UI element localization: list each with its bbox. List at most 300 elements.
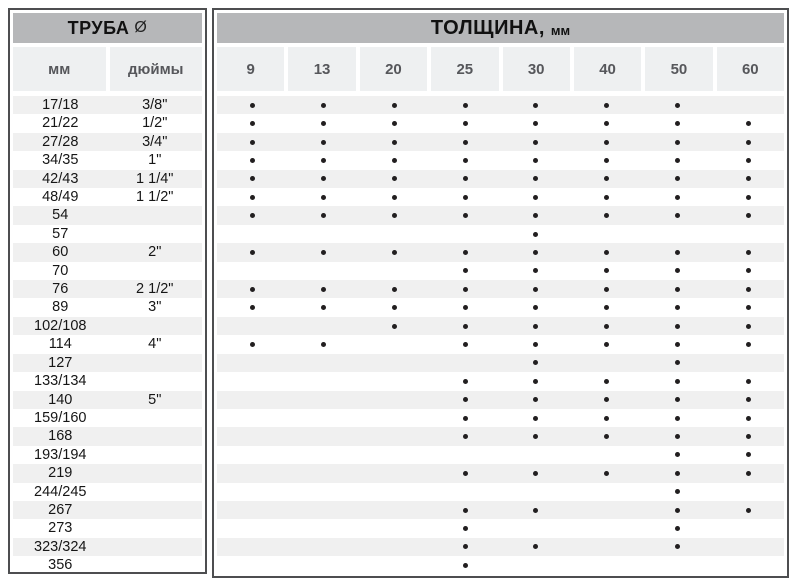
dot-cell — [430, 151, 501, 169]
availability-dot-marker — [463, 103, 468, 108]
dot-cell — [501, 96, 572, 114]
availability-dot-marker — [463, 508, 468, 513]
dot-cell — [288, 298, 359, 316]
inches-cell: 3/8" — [142, 97, 168, 113]
dot-cell — [217, 519, 288, 537]
thickness-unit-label: мм — [550, 22, 571, 38]
dot-cell — [359, 114, 430, 132]
mm-cell: 42/43 — [42, 170, 79, 187]
availability-dot-marker — [533, 471, 538, 476]
dot-cell — [713, 446, 784, 464]
dot-cell — [642, 335, 713, 353]
dot-cell — [288, 262, 359, 280]
dot-cell — [642, 188, 713, 206]
dot-cell — [217, 501, 288, 519]
dot-cell — [642, 556, 713, 574]
mm-cell: 168 — [48, 428, 73, 445]
availability-dot-marker — [675, 452, 680, 457]
dot-cell — [571, 391, 642, 409]
table-row — [13, 280, 202, 298]
dot-cell — [642, 170, 713, 188]
availability-dot-marker — [746, 324, 751, 329]
table-row — [13, 170, 202, 188]
availability-dot-marker — [604, 471, 609, 476]
dot-cell — [359, 464, 430, 482]
pipe-panel-title: ТРУБА — [67, 17, 130, 38]
mm-cell: 267 — [48, 501, 73, 518]
dot-cell — [359, 519, 430, 537]
dot-cell — [713, 483, 784, 501]
dot-cell — [359, 243, 430, 261]
table-row — [13, 298, 202, 316]
dot-row — [217, 354, 784, 372]
dot-cell — [217, 556, 288, 574]
availability-dot-marker — [746, 287, 751, 292]
availability-dot-marker — [463, 250, 468, 255]
dot-cell — [501, 151, 572, 169]
availability-dot-marker — [321, 195, 326, 200]
availability-dot-marker — [604, 250, 609, 255]
dot-cell — [359, 372, 430, 390]
dot-cell — [501, 391, 572, 409]
dot-cell — [713, 206, 784, 224]
availability-dot-marker — [392, 305, 397, 310]
mm-cell: 34/35 — [42, 152, 79, 169]
table-row — [13, 464, 202, 482]
dot-cell — [501, 170, 572, 188]
dot-cell — [430, 317, 501, 335]
dot-cell — [430, 391, 501, 409]
availability-dot-marker — [321, 305, 326, 310]
dot-cell — [713, 372, 784, 390]
col-header-thickness: 40 — [574, 47, 641, 91]
diameter-symbol: Ø — [134, 19, 148, 36]
availability-dot-marker — [321, 213, 326, 218]
col-header-thickness: 20 — [360, 47, 427, 91]
availability-dot-marker — [321, 342, 326, 347]
dot-row — [217, 538, 784, 556]
availability-dot-marker — [463, 305, 468, 310]
mm-cell: 133/134 — [34, 373, 87, 390]
mm-cell: 54 — [52, 207, 69, 224]
availability-dot-marker — [675, 121, 680, 126]
availability-dot-marker — [604, 213, 609, 218]
availability-dot-marker — [604, 397, 609, 402]
dot-cell — [430, 262, 501, 280]
dot-cell — [217, 372, 288, 390]
availability-dot-marker — [675, 508, 680, 513]
availability-dot-marker — [675, 287, 680, 292]
availability-dot-marker — [533, 250, 538, 255]
availability-dot-marker — [675, 526, 680, 531]
dot-cell — [288, 206, 359, 224]
availability-dot-marker — [675, 324, 680, 329]
dot-cell — [713, 409, 784, 427]
availability-dot-marker — [463, 213, 468, 218]
availability-dot-marker — [746, 452, 751, 457]
dot-cell — [713, 170, 784, 188]
dot-cell — [571, 225, 642, 243]
mm-cell: 27/28 — [42, 133, 79, 150]
availability-dot-marker — [604, 268, 609, 273]
dot-row — [217, 391, 784, 409]
mm-cell: 244/245 — [34, 483, 87, 500]
dot-cell — [713, 556, 784, 574]
availability-dot-marker — [392, 176, 397, 181]
dot-cell — [501, 206, 572, 224]
dot-cell — [713, 188, 784, 206]
table-row — [13, 519, 202, 537]
mm-cell: 356 — [48, 557, 73, 574]
table-row — [13, 96, 202, 114]
dot-cell — [430, 354, 501, 372]
dot-cell — [217, 409, 288, 427]
dot-cell — [501, 354, 572, 372]
availability-dot-marker — [392, 250, 397, 255]
dot-row — [217, 114, 784, 132]
thickness-panel — [212, 8, 789, 578]
availability-dot-marker — [533, 213, 538, 218]
availability-dot-marker — [463, 471, 468, 476]
dot-cell — [359, 298, 430, 316]
dot-cell — [217, 243, 288, 261]
dot-cell — [430, 206, 501, 224]
dot-cell — [217, 225, 288, 243]
availability-dot-marker — [533, 103, 538, 108]
availability-dot-marker — [746, 121, 751, 126]
dot-cell — [713, 262, 784, 280]
dot-cell — [571, 298, 642, 316]
availability-dot-marker — [392, 121, 397, 126]
availability-dot-marker — [675, 397, 680, 402]
availability-dot-marker — [321, 250, 326, 255]
mm-cell: 273 — [48, 520, 73, 537]
dot-cell — [217, 446, 288, 464]
dot-cell — [288, 483, 359, 501]
dot-cell — [642, 114, 713, 132]
dot-cell — [571, 170, 642, 188]
dot-cell — [430, 501, 501, 519]
dot-cell — [217, 262, 288, 280]
dot-cell — [359, 225, 430, 243]
inches-cell: 1/2" — [142, 115, 168, 132]
col-header-thickness: 9 — [217, 47, 284, 91]
availability-dot-marker — [675, 176, 680, 181]
dot-cell — [359, 317, 430, 335]
dot-cell — [713, 354, 784, 372]
dot-cell — [217, 354, 288, 372]
availability-dot-marker — [675, 434, 680, 439]
table-row — [13, 427, 202, 445]
availability-dot-marker — [463, 397, 468, 402]
dot-cell — [642, 133, 713, 151]
dot-cell — [288, 114, 359, 132]
table-row — [13, 262, 202, 280]
dot-row — [217, 206, 784, 224]
dot-cell — [501, 262, 572, 280]
availability-dot-marker — [675, 416, 680, 421]
dot-cell — [288, 427, 359, 445]
dot-cell — [288, 225, 359, 243]
dot-row — [217, 298, 784, 316]
dot-cell — [713, 225, 784, 243]
pipe-diameter-panel — [8, 8, 207, 574]
mm-cell: 193/194 — [34, 446, 87, 463]
availability-dot-marker — [675, 379, 680, 384]
table-row — [13, 188, 202, 206]
dot-cell — [288, 519, 359, 537]
dot-cell — [430, 409, 501, 427]
dot-cell — [359, 483, 430, 501]
dot-cell — [430, 96, 501, 114]
availability-dot-marker — [533, 397, 538, 402]
dot-cell — [359, 188, 430, 206]
pipe-rows — [13, 96, 202, 575]
dot-cell — [501, 114, 572, 132]
availability-dot-marker — [250, 158, 255, 163]
availability-dot-marker — [250, 305, 255, 310]
availability-dot-marker — [533, 324, 538, 329]
availability-dot-marker — [604, 416, 609, 421]
thickness-subheader — [217, 47, 784, 91]
table-row — [13, 206, 202, 224]
dot-cell — [430, 225, 501, 243]
availability-dot-marker — [321, 158, 326, 163]
dot-cell — [571, 335, 642, 353]
dot-cell — [642, 464, 713, 482]
dot-row — [217, 133, 784, 151]
dot-row — [217, 170, 784, 188]
dot-row — [217, 556, 784, 574]
dot-cell — [571, 464, 642, 482]
dot-row — [217, 427, 784, 445]
dot-cell — [217, 151, 288, 169]
dot-cell — [501, 298, 572, 316]
availability-dot-marker — [533, 140, 538, 145]
dot-cell — [501, 446, 572, 464]
mm-cell: 21/22 — [42, 115, 79, 132]
dot-cell — [217, 391, 288, 409]
dot-cell — [642, 501, 713, 519]
availability-dot-marker — [675, 195, 680, 200]
col-header-mm: мм — [13, 47, 106, 91]
availability-dot-marker — [321, 140, 326, 145]
availability-dot-marker — [746, 250, 751, 255]
dot-cell — [217, 538, 288, 556]
dot-cell — [359, 335, 430, 353]
availability-dot-marker — [392, 213, 397, 218]
availability-dot-marker — [604, 103, 609, 108]
col-header-thickness: 25 — [431, 47, 498, 91]
dot-row — [217, 151, 784, 169]
dot-row — [217, 243, 784, 261]
dot-cell — [642, 372, 713, 390]
availability-dot-marker — [604, 140, 609, 145]
dot-row — [217, 409, 784, 427]
dot-cell — [217, 464, 288, 482]
dot-cell — [217, 188, 288, 206]
dot-cell — [571, 501, 642, 519]
dot-cell — [642, 427, 713, 445]
col-header-thickness: 50 — [645, 47, 712, 91]
dot-cell — [713, 335, 784, 353]
dot-cell — [571, 243, 642, 261]
availability-dot-marker — [533, 508, 538, 513]
dot-cell — [571, 188, 642, 206]
dot-cell — [501, 133, 572, 151]
table-row — [13, 372, 202, 390]
dot-cell — [642, 519, 713, 537]
dot-cell — [430, 133, 501, 151]
dot-cell — [359, 556, 430, 574]
dot-cell — [217, 96, 288, 114]
inches-cell: 1" — [148, 152, 162, 169]
col-header-thickness: 60 — [717, 47, 784, 91]
dot-cell — [501, 372, 572, 390]
availability-dot-marker — [533, 287, 538, 292]
dot-cell — [571, 206, 642, 224]
dot-cell — [571, 114, 642, 132]
dot-cell — [501, 188, 572, 206]
dot-cell — [288, 409, 359, 427]
dot-row — [217, 225, 784, 243]
availability-dot-marker — [675, 489, 680, 494]
dot-cell — [713, 96, 784, 114]
availability-dot-marker — [604, 195, 609, 200]
availability-dot-marker — [604, 434, 609, 439]
table-row — [13, 243, 202, 261]
mm-cell: 114 — [48, 336, 72, 353]
dot-cell — [642, 538, 713, 556]
table-row — [13, 151, 202, 169]
availability-dot-marker — [533, 379, 538, 384]
dot-cell — [571, 96, 642, 114]
dot-cell — [571, 317, 642, 335]
dot-cell — [359, 409, 430, 427]
col-header-thickness: 30 — [503, 47, 570, 91]
mm-cell: 17/18 — [42, 97, 79, 113]
availability-dot-marker — [463, 544, 468, 549]
dot-cell — [217, 483, 288, 501]
availability-dot-marker — [463, 121, 468, 126]
dot-cell — [571, 556, 642, 574]
mm-cell: 140 — [48, 391, 73, 408]
availability-dot-marker — [533, 232, 538, 237]
availability-dot-marker — [250, 140, 255, 145]
dot-cell — [501, 225, 572, 243]
dot-cell — [217, 114, 288, 132]
mm-cell: 70 — [52, 262, 69, 279]
dot-cell — [430, 335, 501, 353]
dot-cell — [501, 427, 572, 445]
dot-cell — [359, 262, 430, 280]
thickness-dot-rows — [217, 96, 784, 575]
table-row — [13, 335, 202, 353]
dot-cell — [217, 427, 288, 445]
dot-cell — [288, 188, 359, 206]
inches-cell: 3/4" — [142, 133, 168, 150]
availability-dot-marker — [392, 324, 397, 329]
availability-dot-marker — [746, 508, 751, 513]
dot-cell — [217, 133, 288, 151]
dot-cell — [430, 280, 501, 298]
mm-cell: 127 — [48, 354, 73, 371]
availability-dot-marker — [250, 287, 255, 292]
inches-cell: 5" — [148, 391, 162, 408]
table-row — [13, 225, 202, 243]
availability-dot-marker — [463, 268, 468, 273]
dot-cell — [288, 151, 359, 169]
dot-cell — [359, 354, 430, 372]
dot-cell — [713, 391, 784, 409]
dot-cell — [642, 280, 713, 298]
availability-dot-marker — [250, 176, 255, 181]
dot-cell — [501, 501, 572, 519]
pipe-panel-header — [13, 13, 202, 43]
inches-cell: 1 1/2" — [136, 189, 174, 206]
table-row — [13, 354, 202, 372]
dot-cell — [501, 519, 572, 537]
dot-cell — [571, 519, 642, 537]
dot-cell — [359, 151, 430, 169]
availability-dot-marker — [463, 176, 468, 181]
availability-dot-marker — [321, 176, 326, 181]
availability-dot-marker — [250, 195, 255, 200]
dot-cell — [359, 206, 430, 224]
availability-dot-marker — [746, 268, 751, 273]
availability-dot-marker — [463, 526, 468, 531]
table-row — [13, 133, 202, 151]
availability-dot-marker — [463, 342, 468, 347]
dot-cell — [571, 372, 642, 390]
dot-cell — [359, 501, 430, 519]
dot-cell — [501, 556, 572, 574]
dot-cell — [571, 280, 642, 298]
availability-dot-marker — [675, 342, 680, 347]
dot-cell — [501, 335, 572, 353]
availability-dot-marker — [604, 158, 609, 163]
table-row — [13, 446, 202, 464]
table-row — [13, 391, 202, 409]
mm-cell: 159/160 — [34, 409, 87, 426]
dot-row — [217, 446, 784, 464]
dot-cell — [642, 446, 713, 464]
dot-cell — [430, 556, 501, 574]
dot-cell — [359, 427, 430, 445]
table-row — [13, 501, 202, 519]
table-row — [13, 483, 202, 501]
availability-dot-marker — [533, 268, 538, 273]
availability-dot-marker — [533, 434, 538, 439]
dot-cell — [288, 133, 359, 151]
dot-cell — [571, 354, 642, 372]
availability-dot-marker — [675, 360, 680, 365]
dot-cell — [430, 372, 501, 390]
dot-cell — [288, 335, 359, 353]
col-header-inches: дюймы — [110, 47, 203, 91]
dot-cell — [642, 225, 713, 243]
dot-cell — [642, 391, 713, 409]
availability-dot-marker — [533, 360, 538, 365]
dot-row — [217, 519, 784, 537]
dot-cell — [430, 538, 501, 556]
dot-cell — [713, 501, 784, 519]
dot-row — [217, 335, 784, 353]
dot-cell — [288, 391, 359, 409]
mm-cell: 89 — [52, 299, 69, 316]
dot-cell — [642, 298, 713, 316]
dot-row — [217, 464, 784, 482]
